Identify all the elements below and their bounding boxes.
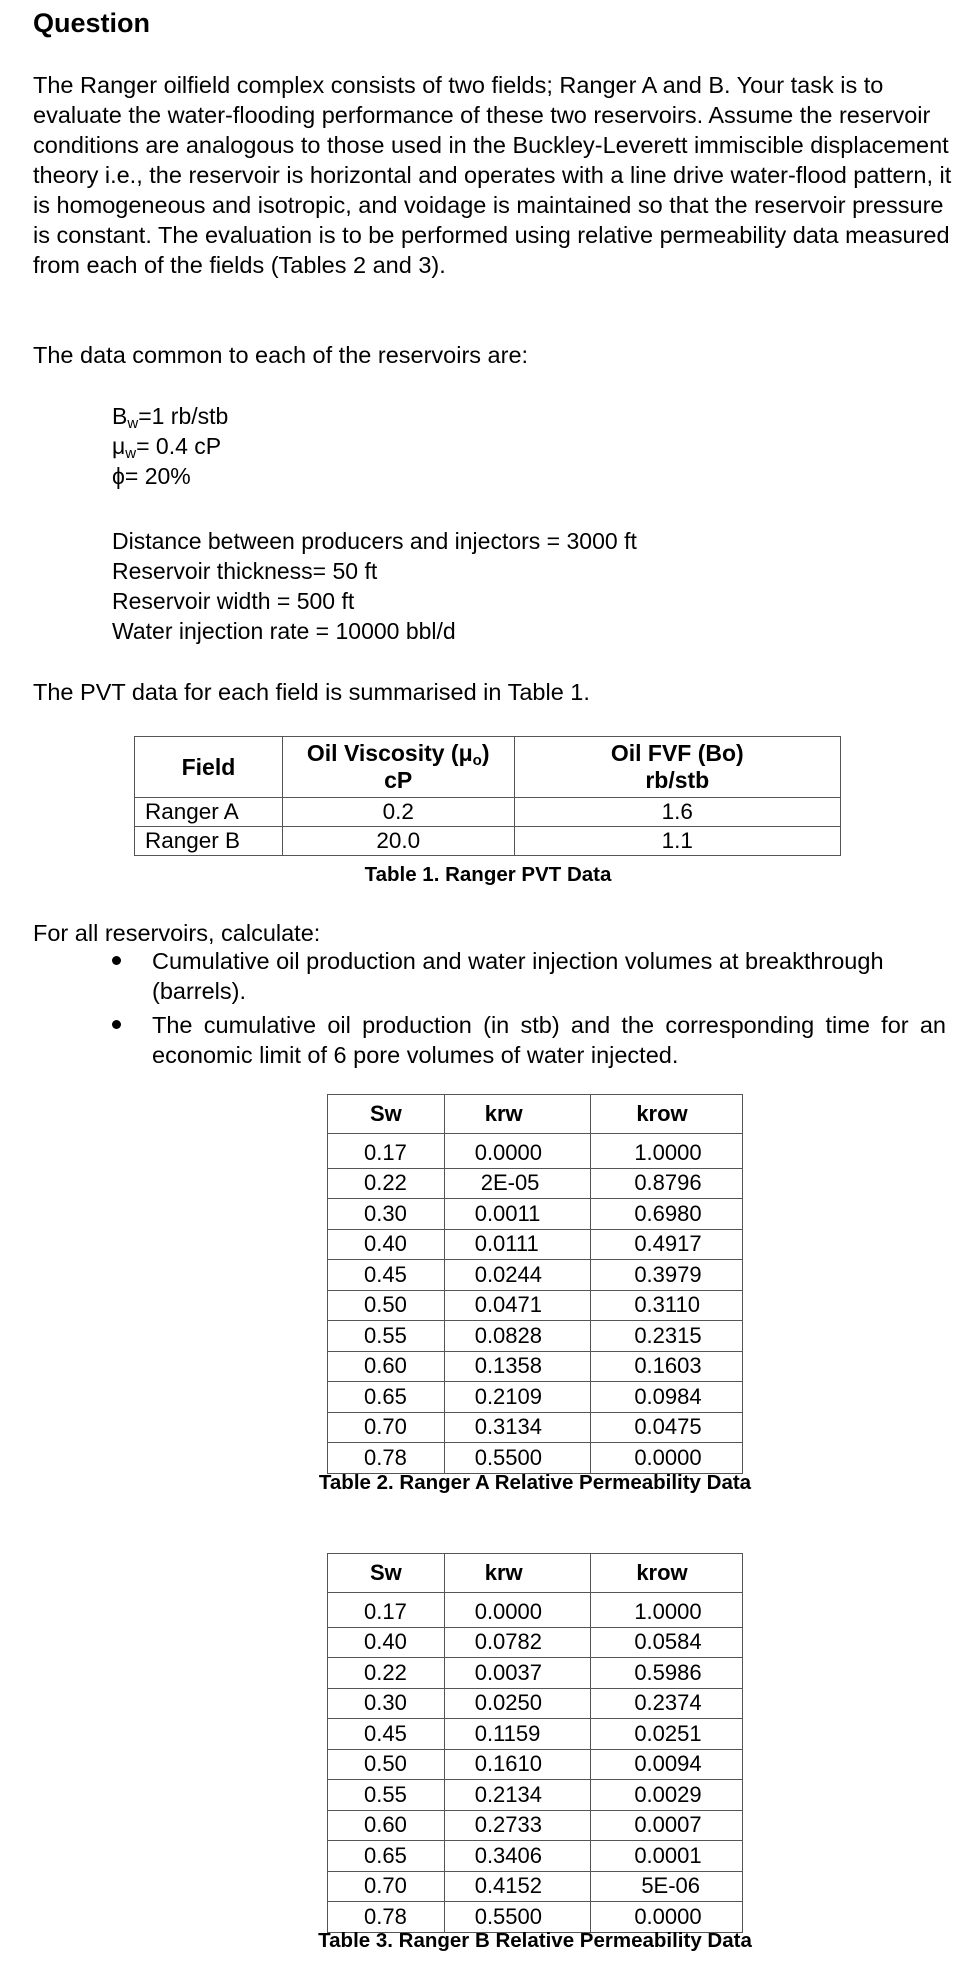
table3-cell: 0.5500 xyxy=(444,1902,591,1933)
pvt-intro-text: The PVT data for each field is summarised in Table 1. xyxy=(33,679,590,705)
table3-header-row xyxy=(328,1554,743,1593)
table3-cell: 5E-06 xyxy=(591,1871,743,1902)
table3-cell: 0.1610 xyxy=(444,1749,591,1780)
table1-caption: Table 1. Ranger PVT Data xyxy=(364,863,612,886)
table3-cell: 0.0000 xyxy=(591,1902,743,1933)
pvt-header-row xyxy=(135,737,841,798)
calc-intro xyxy=(33,918,953,948)
pvt-field-cell: Ranger B xyxy=(135,827,283,856)
table3-row xyxy=(328,1841,743,1872)
table3-cell: 0.55 xyxy=(328,1780,445,1811)
table2-cell: 0.0828 xyxy=(444,1321,591,1352)
table2-cell: 0.0244 xyxy=(444,1260,591,1291)
pvt-fvf-cell: 1.6 xyxy=(514,798,840,827)
table2-cell: 0.0011 xyxy=(444,1199,591,1230)
table2-cell: 0.8796 xyxy=(591,1168,743,1199)
table3-cell: 0.40 xyxy=(328,1627,445,1658)
table2-row xyxy=(328,1168,743,1199)
table3-cell: 0.0007 xyxy=(591,1810,743,1841)
bullet-icon xyxy=(112,956,121,965)
table2-row xyxy=(328,1321,743,1352)
table3-cell: 0.0029 xyxy=(591,1780,743,1811)
table2-cell: 0.3110 xyxy=(591,1290,743,1321)
table3-cell: 0.2374 xyxy=(591,1688,743,1719)
table3-header-sw: Sw xyxy=(328,1554,445,1593)
table2-cell: 0.3134 xyxy=(444,1412,591,1443)
width-line: Reservoir width = 500 ft xyxy=(112,588,355,614)
table2-header-krw: krw xyxy=(444,1095,591,1134)
pvt-row xyxy=(135,827,841,856)
table3-cell: 0.4152 xyxy=(444,1871,591,1902)
table3-cell: 0.30 xyxy=(328,1688,445,1719)
table3-row xyxy=(328,1627,743,1658)
table2-cell: 0.1603 xyxy=(591,1351,743,1382)
table3-cell: 0.45 xyxy=(328,1719,445,1750)
reservoir-geometry xyxy=(112,526,637,646)
table3-cell: 0.0782 xyxy=(444,1627,591,1658)
table3-cell: 0.0037 xyxy=(444,1658,591,1689)
table3-header-krw: krw xyxy=(444,1554,591,1593)
table2-row xyxy=(328,1134,743,1169)
pvt-visc-cell: 0.2 xyxy=(282,798,514,827)
table3-row xyxy=(328,1780,743,1811)
table3-cell: 0.22 xyxy=(328,1658,445,1689)
table2-cell: 0.0111 xyxy=(444,1229,591,1260)
calc-intro-text: For all reservoirs, calculate: xyxy=(33,920,321,946)
table2-cell: 0.30 xyxy=(328,1199,445,1230)
intro-paragraph xyxy=(33,70,953,280)
table2-cell: 0.50 xyxy=(328,1290,445,1321)
table3-row xyxy=(328,1593,743,1628)
table2-row xyxy=(328,1443,743,1474)
table2-cell: 0.17 xyxy=(328,1134,445,1169)
table3-cell: 0.3406 xyxy=(444,1841,591,1872)
table2-header-row xyxy=(328,1095,743,1134)
table3-cell: 0.0584 xyxy=(591,1627,743,1658)
table2-cell: 0.70 xyxy=(328,1412,445,1443)
table2-cell: 0.40 xyxy=(328,1229,445,1260)
table2 xyxy=(327,1094,743,1474)
table2-row xyxy=(328,1229,743,1260)
bullet-icon xyxy=(112,1020,121,1029)
table3-cell: 0.0094 xyxy=(591,1749,743,1780)
common-properties xyxy=(112,401,228,491)
table3-row xyxy=(328,1688,743,1719)
table2-cell: 0.0000 xyxy=(591,1443,743,1474)
phi-line: ϕ= 20% xyxy=(112,463,191,489)
table2-cell: 0.0984 xyxy=(591,1382,743,1413)
table3-cell: 0.1159 xyxy=(444,1719,591,1750)
table2-row xyxy=(328,1412,743,1443)
pvt-row xyxy=(135,798,841,827)
common-intro xyxy=(33,340,953,370)
table2-cell: 0.22 xyxy=(328,1168,445,1199)
pvt-field-cell: Ranger A xyxy=(135,798,283,827)
table3-row xyxy=(328,1871,743,1902)
bw-line: $B_w=1$ rb/stb xyxy=(112,403,229,432)
table2-cell: 0.2109 xyxy=(444,1382,591,1413)
table2-cell: 0.78 xyxy=(328,1443,445,1474)
calc-list xyxy=(112,946,946,1074)
table3-header-krow: krow xyxy=(591,1554,743,1593)
pvt-table xyxy=(134,736,841,856)
injection-line: Water injection rate = 10000 bbl/d xyxy=(112,618,456,644)
table3-row xyxy=(328,1810,743,1841)
table2-cell: 0.3979 xyxy=(591,1260,743,1291)
table2-row xyxy=(328,1351,743,1382)
table3-cell: 0.65 xyxy=(328,1841,445,1872)
table3-cell: 0.2733 xyxy=(444,1810,591,1841)
table2-cell: 0.0475 xyxy=(591,1412,743,1443)
pvt-fvf-cell: 1.1 xyxy=(514,827,840,856)
calc-list-item: The cumulative oil production (in stb) and the corresponding time for an economic limit of 6 pore volumes of water injected. xyxy=(112,1010,946,1070)
distance-line: Distance between producers and injectors = 3000 ft xyxy=(112,528,637,554)
thickness-line: Reservoir thickness= 50 ft xyxy=(112,558,378,584)
table3-cell: 0.0251 xyxy=(591,1719,743,1750)
table2-row xyxy=(328,1382,743,1413)
table2-row xyxy=(328,1199,743,1230)
table2-caption: Table 2. Ranger A Relative Permeability Data xyxy=(318,1471,752,1494)
table2-cell: 0.60 xyxy=(328,1351,445,1382)
table2-cell: 0.0471 xyxy=(444,1290,591,1321)
table2-cell: 0.45 xyxy=(328,1260,445,1291)
table3-cell: 0.0000 xyxy=(444,1593,591,1628)
pvt-intro xyxy=(33,677,953,707)
intro-text: The Ranger oilfield complex consists of two fields; Ranger A and B. Your task is to evaluate the water-flooding performance of these two reservoirs. Assume the reservoir conditions are analogous to those used in the Buckley-Leverett immiscible displacement theory i.e., the reservoir is horizontal and operates with a line drive water-flood pattern, it is homogeneous and isotropic, and voidage is maintained so that the reservoir pressure is constant. The evaluation is to be performed using relative permeability data measured from each of the fields (Tables 2 and 3). xyxy=(33,72,952,278)
table2-cell: 0.0000 xyxy=(444,1134,591,1169)
muw-line: $\mu_w= 0.4$ cP xyxy=(112,433,222,462)
table2-cell: 0.2315 xyxy=(591,1321,743,1352)
table3-cell: 0.2134 xyxy=(444,1780,591,1811)
table2-row xyxy=(328,1260,743,1291)
table3-cell: 0.17 xyxy=(328,1593,445,1628)
table3-row xyxy=(328,1658,743,1689)
table3-caption: Table 3. Ranger B Relative Permeability Data xyxy=(318,1929,752,1952)
table3-cell: 0.0001 xyxy=(591,1841,743,1872)
question-heading: Question xyxy=(33,8,151,38)
table2-cell: 0.4917 xyxy=(591,1229,743,1260)
calc-list-item: Cumulative oil production and water injection volumes at breakthrough (barrels). xyxy=(112,946,946,1006)
table2-cell: 0.65 xyxy=(328,1382,445,1413)
pvt-header-viscosity: Oil Viscosity $(\mu_o)$ cP xyxy=(282,737,514,798)
table3-cell: 0.70 xyxy=(328,1871,445,1902)
table3-cell: 0.0250 xyxy=(444,1688,591,1719)
table3-body xyxy=(328,1593,743,1933)
table2-cell: 0.5500 xyxy=(444,1443,591,1474)
table2-row xyxy=(328,1290,743,1321)
table2-cell: 1.0000 xyxy=(591,1134,743,1169)
table2-body xyxy=(328,1134,743,1474)
pvt-header-fvf: Oil FVF (Bo) rb/stb xyxy=(514,737,840,798)
table3-cell: 0.5986 xyxy=(591,1658,743,1689)
table3-cell: 0.50 xyxy=(328,1749,445,1780)
table2-cell: 0.6980 xyxy=(591,1199,743,1230)
pvt-visc-cell: 20.0 xyxy=(282,827,514,856)
table3-cell: 0.60 xyxy=(328,1810,445,1841)
table2-header-sw: Sw xyxy=(328,1095,445,1134)
table3-cell: 0.78 xyxy=(328,1902,445,1933)
table3 xyxy=(327,1553,743,1933)
table2-cell: 0.55 xyxy=(328,1321,445,1352)
table3-row xyxy=(328,1719,743,1750)
common-intro-text: The data common to each of the reservoirs are: xyxy=(33,342,529,368)
pvt-header-field: Field xyxy=(135,737,283,798)
table2-cell: 2E-05 xyxy=(444,1168,591,1199)
table2-cell: 0.1358 xyxy=(444,1351,591,1382)
table2-header-krow: krow xyxy=(591,1095,743,1134)
table3-cell: 1.0000 xyxy=(591,1593,743,1628)
table3-row xyxy=(328,1749,743,1780)
